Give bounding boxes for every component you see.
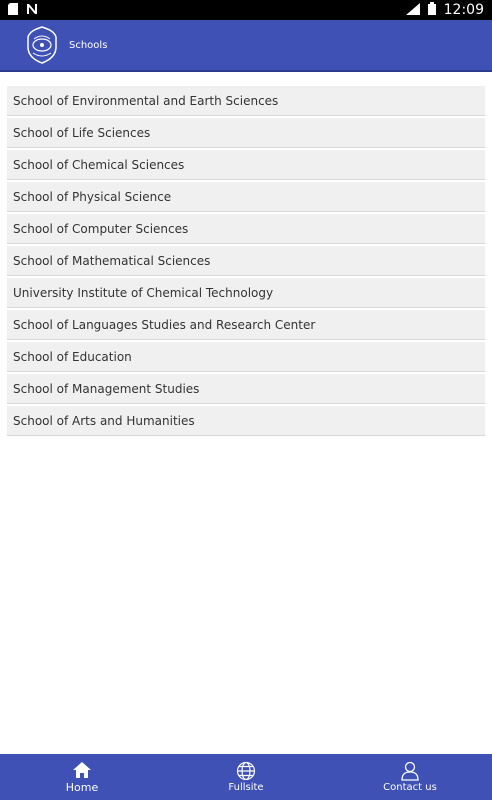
list-item-chemical-sciences[interactable]: School of Chemical Sciences — [7, 150, 485, 180]
list-item-physical-science[interactable]: School of Physical Science — [7, 182, 485, 212]
list-item-chemical-technology[interactable]: University Institute of Chemical Technology — [7, 278, 485, 308]
nav-fullsite-label: Fullsite — [228, 782, 264, 793]
sd-card-icon — [8, 3, 18, 18]
bottom-nav — [0, 754, 492, 800]
list-item-management-studies[interactable]: School of Management Studies — [7, 374, 485, 404]
list-item-arts-humanities[interactable]: School of Arts and Humanities — [7, 406, 485, 436]
nav-home-label: Home — [65, 781, 99, 794]
app-bar — [0, 20, 492, 72]
status-left — [8, 3, 38, 18]
list-item-education[interactable]: School of Education — [7, 342, 485, 372]
nav-contact-button[interactable] — [340, 754, 480, 800]
list-item-computer-sciences[interactable]: School of Computer Sciences — [7, 214, 485, 244]
status-right — [406, 2, 484, 18]
nav-fullsite-button[interactable] — [176, 754, 316, 800]
nav-contact-label: Contact us — [383, 782, 437, 793]
page-title: Schools — [69, 39, 108, 51]
n-notification-icon — [26, 3, 38, 18]
list-item-languages-studies[interactable]: School of Languages Studies and Research Center — [7, 310, 485, 340]
status-time: 12:09 — [443, 2, 484, 18]
nav-home-button[interactable] — [12, 754, 152, 800]
university-logo — [24, 25, 60, 65]
school-list — [7, 86, 485, 438]
globe-icon — [236, 761, 256, 781]
person-icon — [401, 761, 419, 781]
status-bar — [0, 0, 492, 20]
list-item-life-sciences[interactable]: School of Life Sciences — [7, 118, 485, 148]
signal-icon — [406, 3, 420, 18]
home-icon — [73, 760, 91, 780]
battery-icon — [428, 2, 436, 18]
list-item-mathematical-sciences[interactable]: School of Mathematical Sciences — [7, 246, 485, 276]
list-item-environmental-earth-sciences[interactable]: School of Environmental and Earth Sciences — [7, 86, 485, 116]
